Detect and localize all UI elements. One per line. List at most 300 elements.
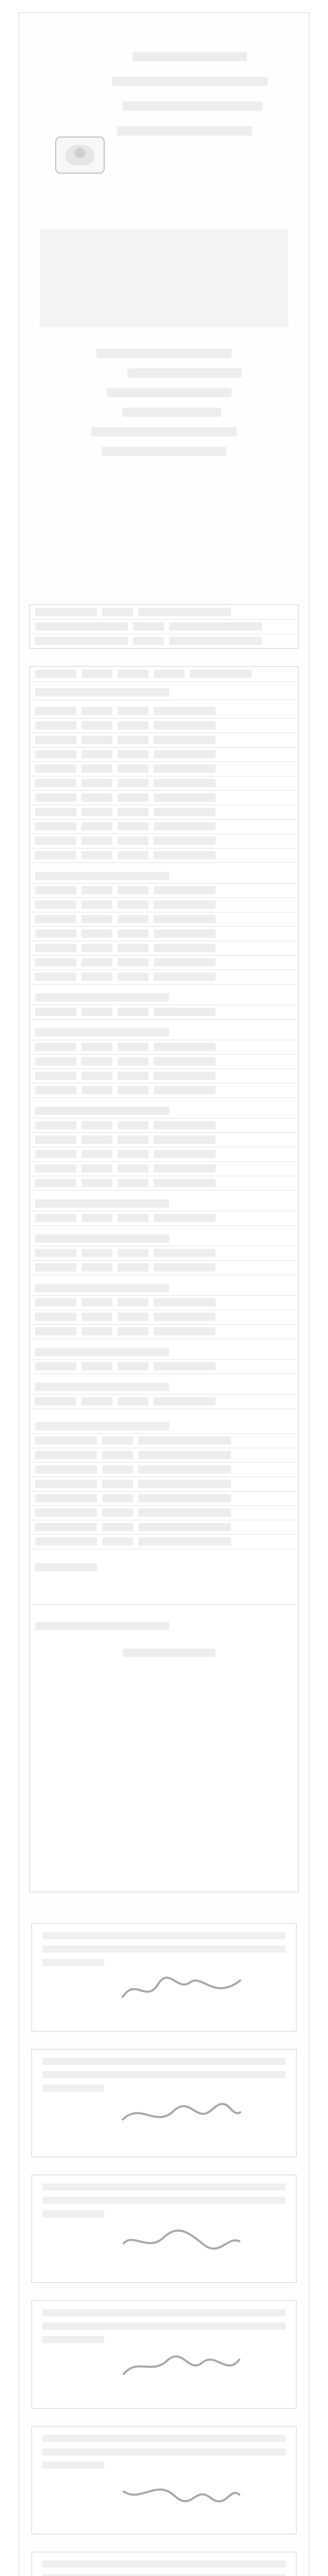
- table-cell: [102, 1537, 133, 1546]
- table-cell: [118, 1136, 149, 1144]
- table-cell: [118, 1164, 149, 1173]
- table-cell: [154, 958, 216, 967]
- table-cell: [81, 886, 112, 894]
- sign-line: [42, 2336, 104, 2343]
- table-cell: [81, 793, 112, 802]
- table-cell: [118, 886, 149, 894]
- table-cell: [35, 1397, 76, 1405]
- table-cell: [118, 851, 149, 859]
- table-cell: [35, 886, 76, 894]
- table-row: [30, 747, 298, 762]
- summary-cell: [35, 637, 128, 645]
- table-cell: [81, 1150, 112, 1158]
- table-cell: [35, 1451, 97, 1459]
- table-row: [30, 1005, 298, 1020]
- table-cell: [35, 1086, 76, 1094]
- table-cell: [35, 1179, 76, 1187]
- table-cell: [35, 707, 76, 715]
- sign-line: [42, 1959, 104, 1966]
- table-row: [30, 1448, 298, 1463]
- table-row: [30, 805, 298, 820]
- table-cell: [35, 929, 76, 938]
- table-cell: [35, 1494, 97, 1502]
- table-cell: [81, 1298, 112, 1307]
- table-cell: [138, 1451, 231, 1459]
- signature-box: [31, 1923, 297, 2031]
- table-cell: [154, 721, 216, 730]
- table-cell: [154, 1298, 216, 1307]
- table-cell: [118, 901, 149, 909]
- table-row: [30, 1520, 298, 1535]
- table-row: [30, 1295, 298, 1310]
- summary-cell: [133, 622, 164, 631]
- signature-mark: [120, 2348, 243, 2383]
- table-cell: [118, 736, 149, 744]
- table-row: [30, 1118, 298, 1133]
- logo-badge: [55, 137, 105, 174]
- table-row: [30, 761, 298, 776]
- table-row: [30, 1176, 298, 1191]
- table-cell: [118, 1362, 149, 1370]
- table-cell: [81, 1397, 112, 1405]
- table-cell: [81, 944, 112, 952]
- table-cell: [81, 1164, 112, 1173]
- table-cell: [154, 1327, 216, 1335]
- sign-line: [42, 2058, 286, 2065]
- table-row: [30, 941, 298, 956]
- table-cell: [118, 915, 149, 923]
- table-cell: [35, 688, 169, 697]
- signature-box: [31, 2049, 297, 2157]
- sign-line: [42, 2183, 286, 2191]
- table-row: [30, 869, 298, 884]
- table-cell: [81, 750, 112, 758]
- signature-mark: [120, 2097, 243, 2132]
- table-cell: [154, 736, 216, 744]
- table-cell: [138, 1436, 231, 1445]
- summary-cell: [35, 622, 128, 631]
- summary-cell: [102, 608, 133, 616]
- signature-box: [31, 2552, 297, 2576]
- table-cell: [154, 1397, 216, 1405]
- table-cell: [118, 808, 149, 816]
- table-cell: [154, 973, 216, 981]
- table-cell: [102, 1436, 133, 1445]
- table-row: [30, 1281, 298, 1296]
- table-cell: [35, 1043, 76, 1051]
- table-cell: [81, 1214, 112, 1222]
- header-line: [91, 427, 237, 436]
- table-cell: [81, 779, 112, 787]
- table-cell: [81, 1313, 112, 1321]
- table-cell: [154, 1313, 216, 1321]
- header-line: [107, 388, 232, 397]
- summary-cell: [169, 622, 262, 631]
- table-cell: [35, 765, 76, 773]
- table-cell: [102, 1509, 133, 1517]
- signature-mark: [120, 2223, 243, 2258]
- table-row: [30, 848, 298, 863]
- table-cell: [118, 1043, 149, 1051]
- table-cell: [35, 1072, 76, 1080]
- table-row: [30, 1196, 298, 1211]
- table-cell: [35, 872, 169, 880]
- sign-line: [42, 2435, 286, 2442]
- table-cell: [81, 1327, 112, 1335]
- table-row: [30, 1246, 298, 1261]
- table-cell: [154, 1008, 216, 1016]
- table-row: [30, 1394, 298, 1409]
- table-cell: [35, 837, 76, 845]
- table-cell: [81, 958, 112, 967]
- table-cell: [154, 707, 216, 715]
- table-row: [30, 1069, 298, 1083]
- members-title-row: [30, 1646, 298, 1660]
- table-row: [30, 912, 298, 927]
- table-cell: [118, 721, 149, 730]
- table-cell: [118, 1179, 149, 1187]
- table-cell: [35, 721, 76, 730]
- table-row: [30, 1161, 298, 1176]
- table-cell: [154, 1249, 216, 1257]
- summary-cell: [133, 637, 164, 645]
- title-block: [40, 229, 288, 327]
- table-cell: [190, 670, 252, 678]
- summary-row: [30, 605, 298, 620]
- table-row: [30, 1132, 298, 1147]
- table-cell: [81, 1263, 112, 1272]
- header-line: [112, 77, 268, 86]
- table-cell: [35, 736, 76, 744]
- table-cell: [81, 929, 112, 938]
- table-row: [30, 1260, 298, 1275]
- table-cell: [118, 973, 149, 981]
- table-cell: [154, 1121, 216, 1129]
- table-row: [30, 1025, 298, 1040]
- table-cell: [35, 1164, 76, 1173]
- table-cell: [35, 1136, 76, 1144]
- table-cell: [81, 721, 112, 730]
- header-line: [127, 368, 242, 378]
- sign-line: [42, 2574, 286, 2576]
- table-row: [30, 1505, 298, 1520]
- table-cell: [154, 1072, 216, 1080]
- table-cell: [35, 1523, 97, 1531]
- table-row: [30, 1040, 298, 1055]
- table-cell: [154, 901, 216, 909]
- table-cell: [35, 993, 169, 1002]
- summary-cell: [169, 637, 262, 645]
- table-cell: [154, 1136, 216, 1144]
- sign-line: [42, 1932, 286, 1939]
- table-cell: [154, 1164, 216, 1173]
- table-cell: [35, 1298, 76, 1307]
- table-row: [30, 790, 298, 805]
- table-row: [30, 1231, 298, 1246]
- table-cell: [81, 1057, 112, 1065]
- table-cell: [118, 822, 149, 831]
- receipt-header: [19, 13, 309, 477]
- table-row: [30, 704, 298, 719]
- table-cell: [35, 1436, 97, 1445]
- sign-line: [42, 2561, 286, 2568]
- table-cell: [118, 1397, 149, 1405]
- table-cell: [154, 944, 216, 952]
- table-cell: [154, 765, 216, 773]
- table-cell: [81, 973, 112, 981]
- table-cell: [154, 886, 216, 894]
- table-cell: [154, 779, 216, 787]
- table-cell: [35, 1008, 76, 1016]
- table-cell: [35, 1327, 76, 1335]
- header-line: [117, 126, 252, 135]
- table-row: [30, 834, 298, 849]
- table-cell: [81, 915, 112, 923]
- signature-box: [31, 2300, 297, 2409]
- table-row: [30, 883, 298, 898]
- table-cell: [118, 1298, 149, 1307]
- table-cell: [118, 707, 149, 715]
- signature-box: [31, 2426, 297, 2534]
- table-cell: [81, 901, 112, 909]
- table-cell: [35, 1234, 169, 1243]
- table-cell: [118, 958, 149, 967]
- table-cell: [35, 915, 76, 923]
- sign-line: [42, 2448, 286, 2455]
- table-cell: [35, 1563, 97, 1571]
- sign-line: [42, 2323, 286, 2330]
- table-cell: [35, 1249, 76, 1257]
- table-cell: [138, 1494, 231, 1502]
- table-cell: [118, 944, 149, 952]
- summary-row: [30, 619, 298, 634]
- table-cell: [154, 1043, 216, 1051]
- table-row: [30, 1419, 298, 1434]
- table-cell: [154, 670, 185, 678]
- sign-line: [42, 2309, 286, 2316]
- table-cell: [35, 1422, 169, 1430]
- signature-mark: [120, 2474, 243, 2509]
- table-row: [30, 1462, 298, 1477]
- table-row: [30, 1380, 298, 1395]
- table-cell: [138, 1465, 231, 1473]
- table-row: [30, 1310, 298, 1325]
- table-cell: [35, 973, 76, 981]
- table-row: [30, 970, 298, 985]
- table-cell: [81, 808, 112, 816]
- table-cell: [35, 1362, 76, 1370]
- table-cell: [102, 1451, 133, 1459]
- table-cell: [35, 1121, 76, 1129]
- table-cell: [35, 793, 76, 802]
- table-cell: [102, 1494, 133, 1502]
- header-line: [133, 52, 247, 61]
- table-cell: [35, 808, 76, 816]
- table-cell: [118, 1327, 149, 1335]
- table-row: [30, 718, 298, 733]
- table-cell: [118, 765, 149, 773]
- table-row: [30, 1491, 298, 1506]
- table-cell: [81, 1136, 112, 1144]
- table-cell: [138, 1537, 231, 1546]
- table-cell: [81, 1072, 112, 1080]
- table-cell: [118, 1263, 149, 1272]
- table-row: [30, 1324, 298, 1339]
- receipt-sheet: [19, 12, 309, 2576]
- table-cell: [35, 851, 76, 859]
- table-cell: [154, 793, 216, 802]
- table-cell: [81, 837, 112, 845]
- table-cell: [35, 779, 76, 787]
- table-cell: [102, 1480, 133, 1488]
- table-cell: [118, 1313, 149, 1321]
- table-cell: [118, 750, 149, 758]
- notice-row: [30, 1615, 298, 1637]
- table-cell: [35, 1348, 169, 1356]
- summary-cell: [35, 608, 97, 616]
- table-cell: [118, 670, 149, 678]
- table-cell: [154, 1086, 216, 1094]
- table-row: [30, 1433, 298, 1448]
- table-cell: [118, 1086, 149, 1094]
- table-cell: [102, 1523, 133, 1531]
- table-cell: [154, 837, 216, 845]
- signature-mark: [120, 1971, 243, 2006]
- table-cell: [35, 944, 76, 952]
- table-cell: [81, 736, 112, 744]
- table-row: [30, 733, 298, 748]
- table-cell: [35, 958, 76, 967]
- table-row: [30, 1147, 298, 1162]
- table-row: [30, 1345, 298, 1360]
- table-row: [30, 1054, 298, 1069]
- table-cell: [118, 1121, 149, 1129]
- table-cell: [35, 1214, 76, 1222]
- table-cell: [35, 1383, 169, 1391]
- table-cell: [35, 1480, 97, 1488]
- table-cell: [118, 1057, 149, 1065]
- table-row: [30, 926, 298, 941]
- table-cell: [35, 1199, 169, 1208]
- signature-box: [31, 2175, 297, 2283]
- table-row: [30, 685, 298, 700]
- sign-line: [42, 2462, 104, 2469]
- table-cell: [102, 1465, 133, 1473]
- table-cell: [35, 1465, 97, 1473]
- table-cell: [81, 822, 112, 831]
- table-cell: [35, 1028, 169, 1037]
- table-row: [30, 776, 298, 791]
- table-cell: [154, 851, 216, 859]
- table-cell: [154, 1263, 216, 1272]
- table-cell: [81, 1362, 112, 1370]
- table-cell: [154, 1214, 216, 1222]
- table-cell: [118, 1008, 149, 1016]
- table-row: [30, 897, 298, 912]
- table-cell: [138, 1480, 231, 1488]
- table-cell: [81, 1249, 112, 1257]
- table-cell: [118, 793, 149, 802]
- table-cell: [81, 1179, 112, 1187]
- table-row: [30, 1104, 298, 1118]
- table-row: [30, 1083, 298, 1098]
- table-cell: [154, 750, 216, 758]
- table-cell: [81, 1086, 112, 1094]
- table-cell: [35, 901, 76, 909]
- sign-line: [42, 2071, 286, 2078]
- table-cell: [154, 929, 216, 938]
- table-cell: [154, 1362, 216, 1370]
- table-cell: [35, 670, 76, 678]
- table-cell: [81, 1043, 112, 1051]
- table-cell: [81, 670, 112, 678]
- table-row: [30, 1534, 298, 1549]
- sign-line: [42, 1945, 286, 1953]
- table-cell: [35, 1509, 97, 1517]
- header-line: [122, 408, 221, 417]
- header-line: [122, 101, 263, 111]
- table-cell: [138, 1523, 231, 1531]
- observations-row: [30, 1559, 298, 1605]
- table-cell: [81, 707, 112, 715]
- table-cell: [81, 1008, 112, 1016]
- table-cell: [118, 1214, 149, 1222]
- table-cell: [35, 1107, 169, 1115]
- table-cell: [154, 1150, 216, 1158]
- table-cell: [154, 808, 216, 816]
- table-cell: [35, 1622, 169, 1630]
- logo-icon: [65, 145, 94, 165]
- table-header-row: [30, 667, 298, 682]
- sign-line: [42, 2197, 286, 2204]
- table-cell: [81, 1121, 112, 1129]
- table-row: [30, 990, 298, 1005]
- table-cell: [118, 779, 149, 787]
- table-cell: [35, 1150, 76, 1158]
- header-line: [96, 349, 232, 358]
- table-cell: [123, 1649, 216, 1657]
- table-row: [30, 1477, 298, 1492]
- table-cell: [35, 822, 76, 831]
- table-row: [30, 819, 298, 834]
- table-cell: [154, 822, 216, 831]
- summary-row: [30, 634, 298, 648]
- sign-line: [42, 2084, 104, 2092]
- table-cell: [118, 1150, 149, 1158]
- table-cell: [118, 1249, 149, 1257]
- table-cell: [35, 1263, 76, 1272]
- header-line: [102, 447, 226, 456]
- table-row: [30, 1211, 298, 1226]
- table-cell: [81, 851, 112, 859]
- table-cell: [35, 1057, 76, 1065]
- table-cell: [35, 750, 76, 758]
- table-cell: [35, 1537, 97, 1546]
- table-cell: [81, 765, 112, 773]
- table-cell: [35, 1313, 76, 1321]
- table-cell: [118, 837, 149, 845]
- table-cell: [154, 915, 216, 923]
- table-cell: [35, 1284, 169, 1292]
- candidate-table: [29, 666, 299, 1892]
- sign-line: [42, 2210, 104, 2217]
- summary-cell: [138, 608, 231, 616]
- table-cell: [154, 1179, 216, 1187]
- summary-box: [29, 604, 299, 649]
- table-cell: [138, 1509, 231, 1517]
- table-cell: [154, 1057, 216, 1065]
- table-cell: [118, 1072, 149, 1080]
